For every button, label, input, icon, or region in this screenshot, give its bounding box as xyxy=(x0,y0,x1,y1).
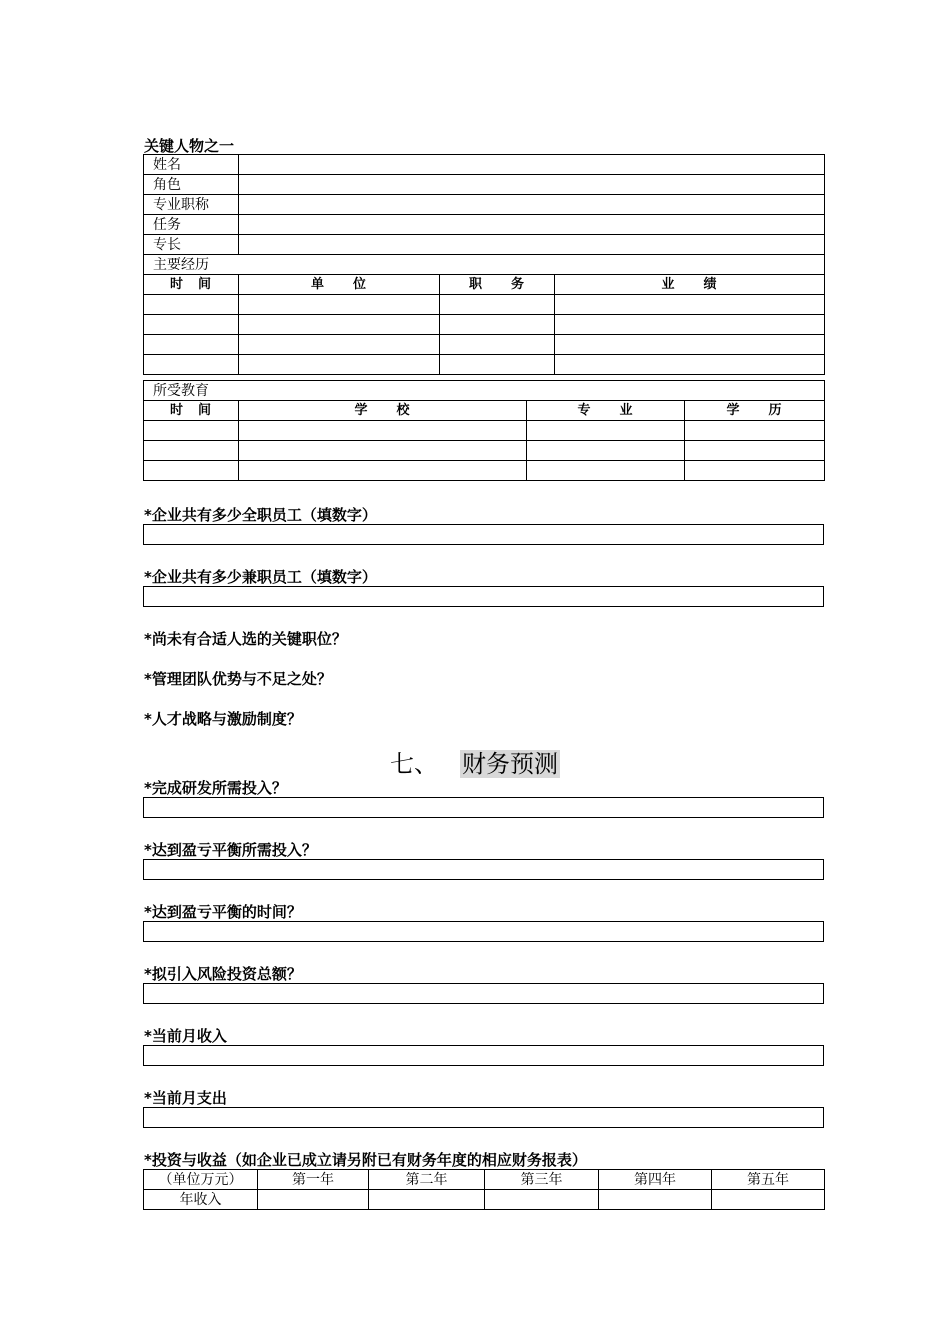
question-breakeven-time: *达到盈亏平衡的时间？ xyxy=(144,903,302,921)
table-cell[interactable] xyxy=(369,1190,485,1210)
table-header-row xyxy=(144,1170,825,1190)
question-parttime: *企业共有多少兼职员工（填数字） xyxy=(144,568,377,586)
table-cell[interactable] xyxy=(555,355,825,375)
field-label-name: 姓名 xyxy=(144,155,239,175)
task-field[interactable] xyxy=(239,215,825,235)
table-row xyxy=(144,295,825,315)
table-cell[interactable] xyxy=(440,355,555,375)
table-cell[interactable] xyxy=(555,335,825,355)
table-row xyxy=(144,421,825,441)
table-row xyxy=(144,155,825,175)
fulltime-answer-field[interactable] xyxy=(143,524,824,545)
parttime-answer-field[interactable] xyxy=(143,586,824,607)
monthly-expense-field[interactable] xyxy=(143,1107,824,1128)
table-cell[interactable] xyxy=(527,421,685,441)
table-row xyxy=(144,195,825,215)
field-label-expertise: 专长 xyxy=(144,235,239,255)
edu-header-school: 学 校 xyxy=(239,401,527,421)
question-talent: *人才战略与激励制度？ xyxy=(144,710,302,728)
field-label-title: 专业职称 xyxy=(144,195,239,215)
education-label: 所受教育 xyxy=(144,381,825,401)
table-row xyxy=(144,255,825,275)
question-vacant-positions: *尚未有合适人选的关键职位？ xyxy=(144,630,347,648)
row-label-annual-income: 年收入 xyxy=(144,1190,258,1210)
table-row xyxy=(144,235,825,255)
monthly-income-field[interactable] xyxy=(143,1045,824,1066)
table-cell[interactable] xyxy=(440,335,555,355)
field-label-role: 角色 xyxy=(144,175,239,195)
unit-label: （单位万元） xyxy=(144,1170,258,1190)
edu-header-major: 专 业 xyxy=(527,401,685,421)
table-header-row xyxy=(144,275,825,295)
question-fulltime: *企业共有多少全职员工（填数字） xyxy=(144,506,377,524)
table-cell[interactable] xyxy=(527,461,685,481)
exp-header-achievement: 业 绩 xyxy=(555,275,825,295)
table-cell[interactable] xyxy=(144,335,239,355)
title-field[interactable] xyxy=(239,195,825,215)
exp-header-time: 时 间 xyxy=(144,275,239,295)
section-title xyxy=(0,748,950,780)
question-vc-total: *拟引入风险投资总额？ xyxy=(144,965,302,983)
table-cell[interactable] xyxy=(144,461,239,481)
year-header: 第一年 xyxy=(258,1170,369,1190)
table-cell[interactable] xyxy=(144,315,239,335)
year-header: 第四年 xyxy=(599,1170,712,1190)
table-cell[interactable] xyxy=(144,441,239,461)
year-header: 第二年 xyxy=(369,1170,485,1190)
table-cell[interactable] xyxy=(239,421,527,441)
expertise-field[interactable] xyxy=(239,235,825,255)
name-field[interactable] xyxy=(239,155,825,175)
table-cell[interactable] xyxy=(144,355,239,375)
edu-header-degree: 学 历 xyxy=(685,401,825,421)
table-cell[interactable] xyxy=(685,461,825,481)
edu-header-time: 时 间 xyxy=(144,401,239,421)
experience-label: 主要经历 xyxy=(144,255,825,275)
table-cell[interactable] xyxy=(440,295,555,315)
role-field[interactable] xyxy=(239,175,825,195)
table-cell[interactable] xyxy=(440,315,555,335)
year-header: 第三年 xyxy=(485,1170,599,1190)
table-cell[interactable] xyxy=(144,421,239,441)
table-cell[interactable] xyxy=(712,1190,825,1210)
year-header: 第五年 xyxy=(712,1170,825,1190)
table-cell[interactable] xyxy=(239,441,527,461)
question-team: *管理团队优势与不足之处？ xyxy=(144,670,332,688)
finance-table xyxy=(143,1169,825,1210)
table-cell[interactable] xyxy=(239,355,440,375)
table-row xyxy=(144,441,825,461)
table-cell[interactable] xyxy=(485,1190,599,1210)
table-cell[interactable] xyxy=(239,335,440,355)
table-row xyxy=(144,1190,825,1210)
education-table xyxy=(143,380,825,481)
table-cell[interactable] xyxy=(555,295,825,315)
table-cell[interactable] xyxy=(239,315,440,335)
table-cell[interactable] xyxy=(555,315,825,335)
question-rd-investment: *完成研发所需投入？ xyxy=(144,779,287,797)
exp-header-unit: 单 位 xyxy=(239,275,440,295)
key-person-heading: 关键人物之一 xyxy=(144,137,235,155)
breakeven-investment-field[interactable] xyxy=(143,859,824,880)
field-label-task: 任务 xyxy=(144,215,239,235)
table-row xyxy=(144,381,825,401)
question-investment-return: *投资与收益（如企业已成立请另附已有财务年度的相应财务报表） xyxy=(144,1151,587,1169)
table-header-row xyxy=(144,401,825,421)
table-row xyxy=(144,355,825,375)
question-monthly-expense: *当前月支出 xyxy=(144,1089,227,1107)
vc-total-field[interactable] xyxy=(143,983,824,1004)
table-cell[interactable] xyxy=(258,1190,369,1210)
table-cell[interactable] xyxy=(527,441,685,461)
table-row xyxy=(144,315,825,335)
table-row xyxy=(144,175,825,195)
table-row xyxy=(144,335,825,355)
table-cell[interactable] xyxy=(685,441,825,461)
section-number: 七、 xyxy=(390,750,438,778)
table-row xyxy=(144,461,825,481)
table-cell[interactable] xyxy=(144,295,239,315)
exp-header-position: 职 务 xyxy=(440,275,555,295)
key-person-table xyxy=(143,154,825,375)
table-cell[interactable] xyxy=(239,461,527,481)
breakeven-time-field[interactable] xyxy=(143,921,824,942)
question-monthly-income: *当前月收入 xyxy=(144,1027,227,1045)
table-cell[interactable] xyxy=(685,421,825,441)
table-cell[interactable] xyxy=(239,295,440,315)
question-breakeven-investment: *达到盈亏平衡所需投入？ xyxy=(144,841,317,859)
table-cell[interactable] xyxy=(599,1190,712,1210)
table-row xyxy=(144,215,825,235)
rd-investment-field[interactable] xyxy=(143,797,824,818)
section-title-text: 财务预测 xyxy=(462,750,558,778)
